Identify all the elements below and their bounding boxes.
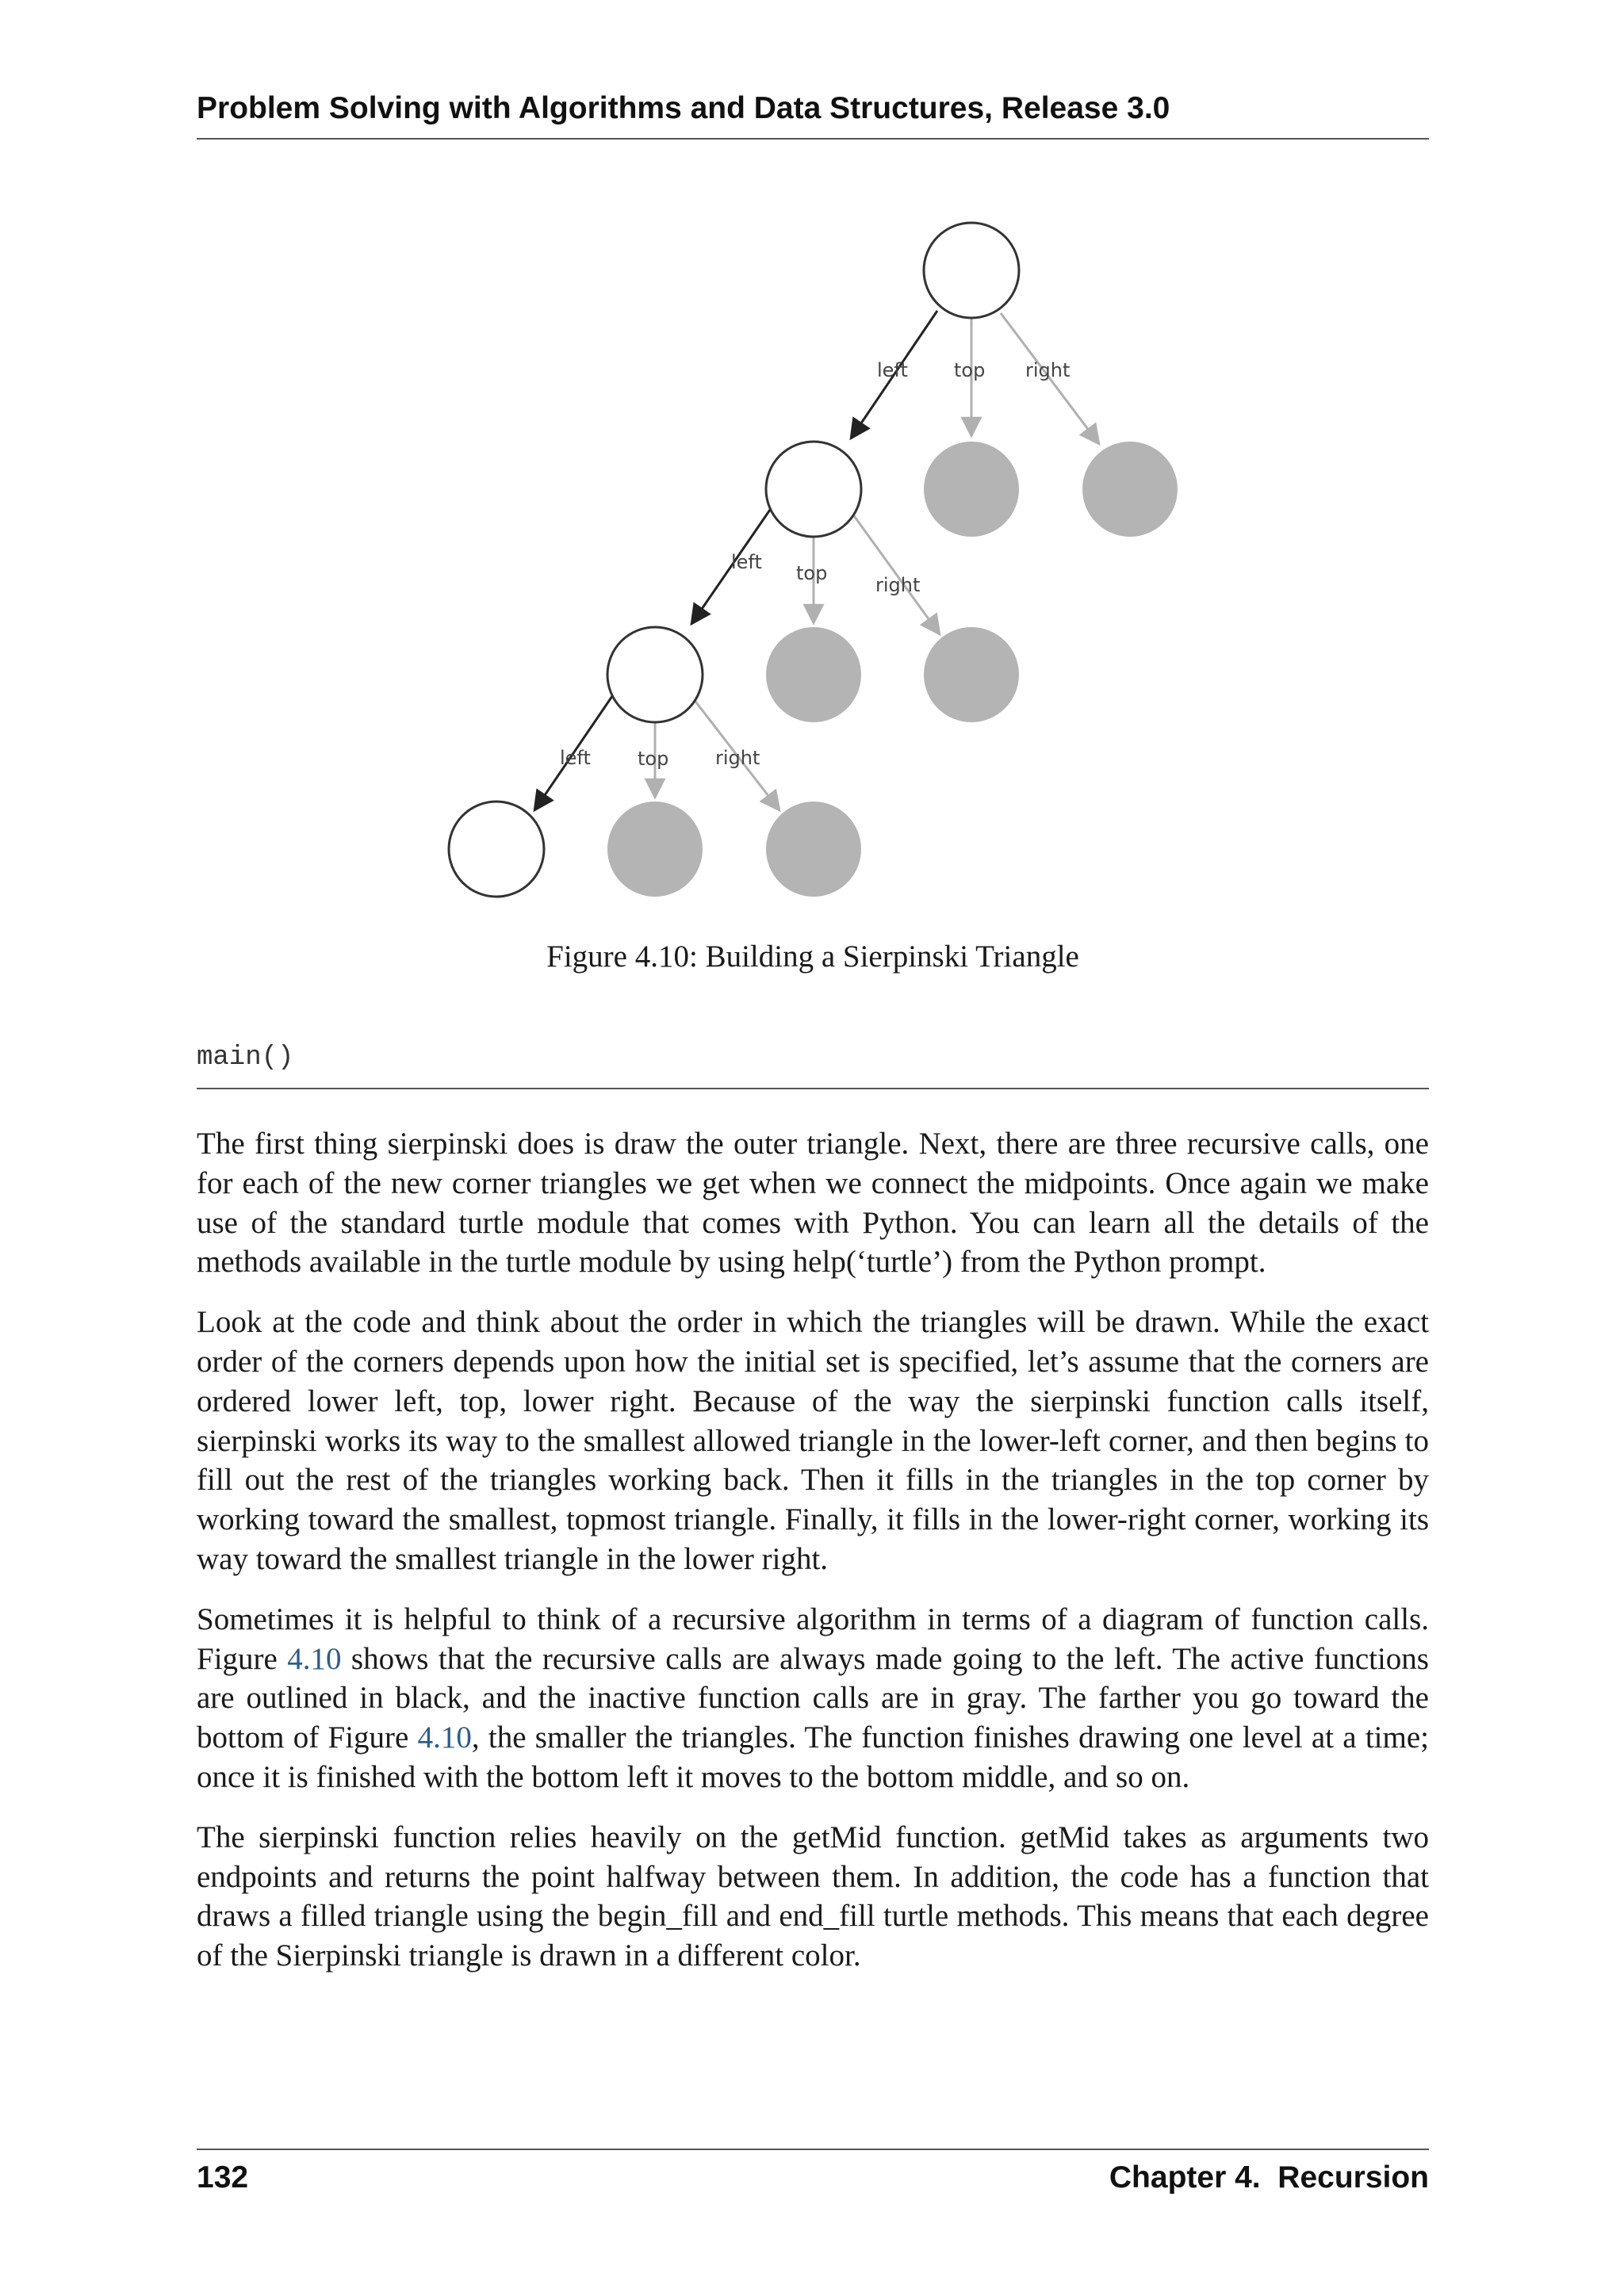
page-number: 132 [197,2160,249,2195]
edge-label-right: right [1025,359,1071,381]
edge-label-left: left [560,747,591,769]
paragraph: The first thing sierpinski does is draw the outer triangle. Next, there are three recursive calls, one for each of the new corner triangles we get when we connect the midpoints. Once again we make use of the standard turtle module that comes with Python. You can learn all the details of the methods available in the turtle module by using help(‘turtle’) from the Python prompt. [197,1127,1429,1280]
edge-level1-right [842,499,940,634]
figure-caption: Figure 4.10: Building a Sierpinski Triangle [546,939,1079,974]
edge-label-left: left [731,551,762,573]
active-call-node [766,442,861,537]
paragraph: Look at the code and think about the order in which the triangles will be drawn. While the exact order of the corners depends upon how the initial set is specified, let’s assume that the corners are ordered lower left, top, lower right. Because of the way the sierpinski function calls itself, sierpinski works its way to the smallest allowed triangle in the lower-left corner, and then begins to fill out the rest of the triangles working back. Then it fills in the triangles in the top corner by working toward the smallest, topmost triangle. Finally, it fills in the lower-right corner, working its way toward the smallest triangle in the lower right. [197,1305,1429,1576]
edge-label-top: top [954,359,986,381]
paragraph [197,1600,1429,1797]
running-footer [197,2149,1429,2206]
code-line: main() [197,1043,294,1073]
paragraph: The sierpinski function relies heavily on the getMid function. getMid takes as arguments two endpoints and returns the point halfway between them. In addition, the code has a function that draws a filled triangle using the begin_fill and end_fill turtle methods. This means that each degree of the Sierpinski triangle is drawn in a different color. [197,1820,1429,1973]
figure-reference-link[interactable]: 4.10 [417,1720,472,1755]
code-block [197,1035,1429,1089]
edge-label-top: top [638,748,669,770]
inactive-call-node [607,802,703,897]
edge-label-top: top [796,562,828,584]
sierpinski-call-tree-figure [428,214,1205,912]
inactive-call-node [766,627,861,722]
chapter-title: Chapter 4. Recursion [1109,2160,1429,2195]
inactive-call-node [924,627,1019,722]
paragraph-text: Sometimes it is helpful to think of a recursive algorithm in terms of a diagram of function calls. Figure [197,1601,1429,1676]
call-tree-diagram [428,214,1205,912]
book-title: Problem Solving with Algorithms and Data Structures, Release 3.0 [197,91,1170,125]
paragraph-text: shows that the recursive calls are always made going to the left. The active functions are outlined in black, and the inactive function calls are in gray. The farther you go toward the bottom of Figure [197,1641,1429,1755]
active-call-node [924,223,1019,318]
figure-reference-link[interactable]: 4.10 [287,1641,342,1676]
edge-label-left: left [877,359,908,381]
inactive-call-node [1082,442,1178,537]
inactive-call-node [766,802,861,897]
running-header [197,89,1429,140]
edge-label-right: right [875,574,921,596]
active-call-node [607,627,703,722]
active-call-node [449,802,544,897]
edge-label-right: right [715,747,760,769]
inactive-call-node [924,442,1019,537]
paragraph-text: , the smaller the triangles. The function finishes drawing one level at a time; once it is finished with the bottom left it moves to the bottom middle, and so on. [197,1720,1429,1794]
body-text [197,1124,1429,1996]
